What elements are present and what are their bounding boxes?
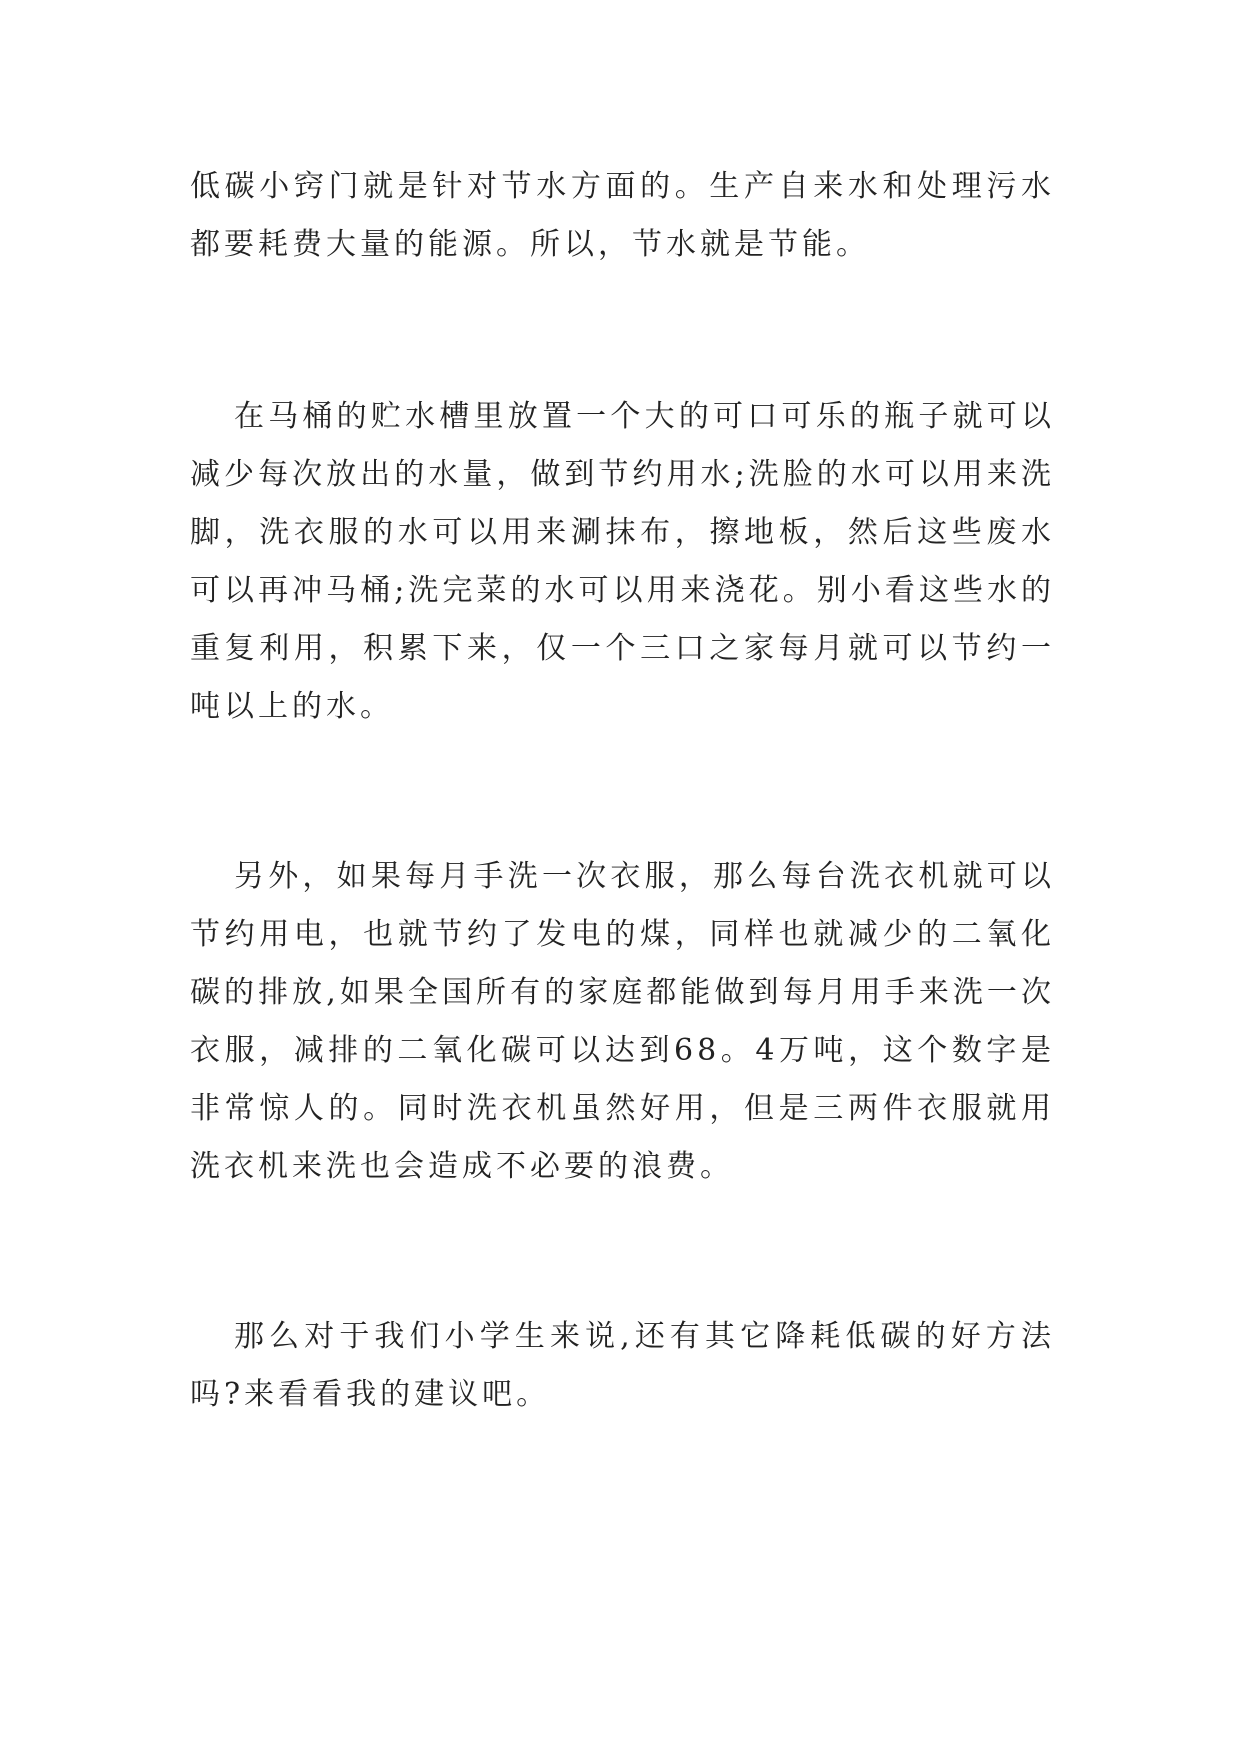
paragraph-student-suggestions: 那么对于我们小学生来说,还有其它降耗低碳的好方法吗?来看看我的建议吧。 (190, 1319, 1055, 1412)
paragraph-water-saving-intro: 低碳小窍门就是针对节水方面的。生产自来水和处理污水都要耗费大量的能源。所以，节水就是节能。 (190, 169, 1055, 262)
paragraph-hand-washing-clothes: 另外，如果每月手洗一次衣服，那么每台洗衣机就可以节约用电，也就节约了发电的煤，同样也就减少的二氧化碳的排放,如果全国所有的家庭都能做到每月用手来洗一次衣服，减排的二氧化碳可以达到68。4万吨，这个数字是非常惊人的。同时洗衣机虽然好用，但是三两件衣服就用洗衣机来洗也会造成不必要的浪费。 (190, 859, 1055, 1184)
paragraph-water-reuse-tips: 在马桶的贮水槽里放置一个大的可口可乐的瓶子就可以减少每次放出的水量，做到节约用水;洗脸的水可以用来洗脚，洗衣服的水可以用来涮抹布，擦地板，然后这些废水可以再冲马桶;洗完菜的水可以用来浇花。别小看这些水的重复利用，积累下来，仅一个三口之家每月就可以节约一吨以上的水。 (190, 399, 1055, 724)
